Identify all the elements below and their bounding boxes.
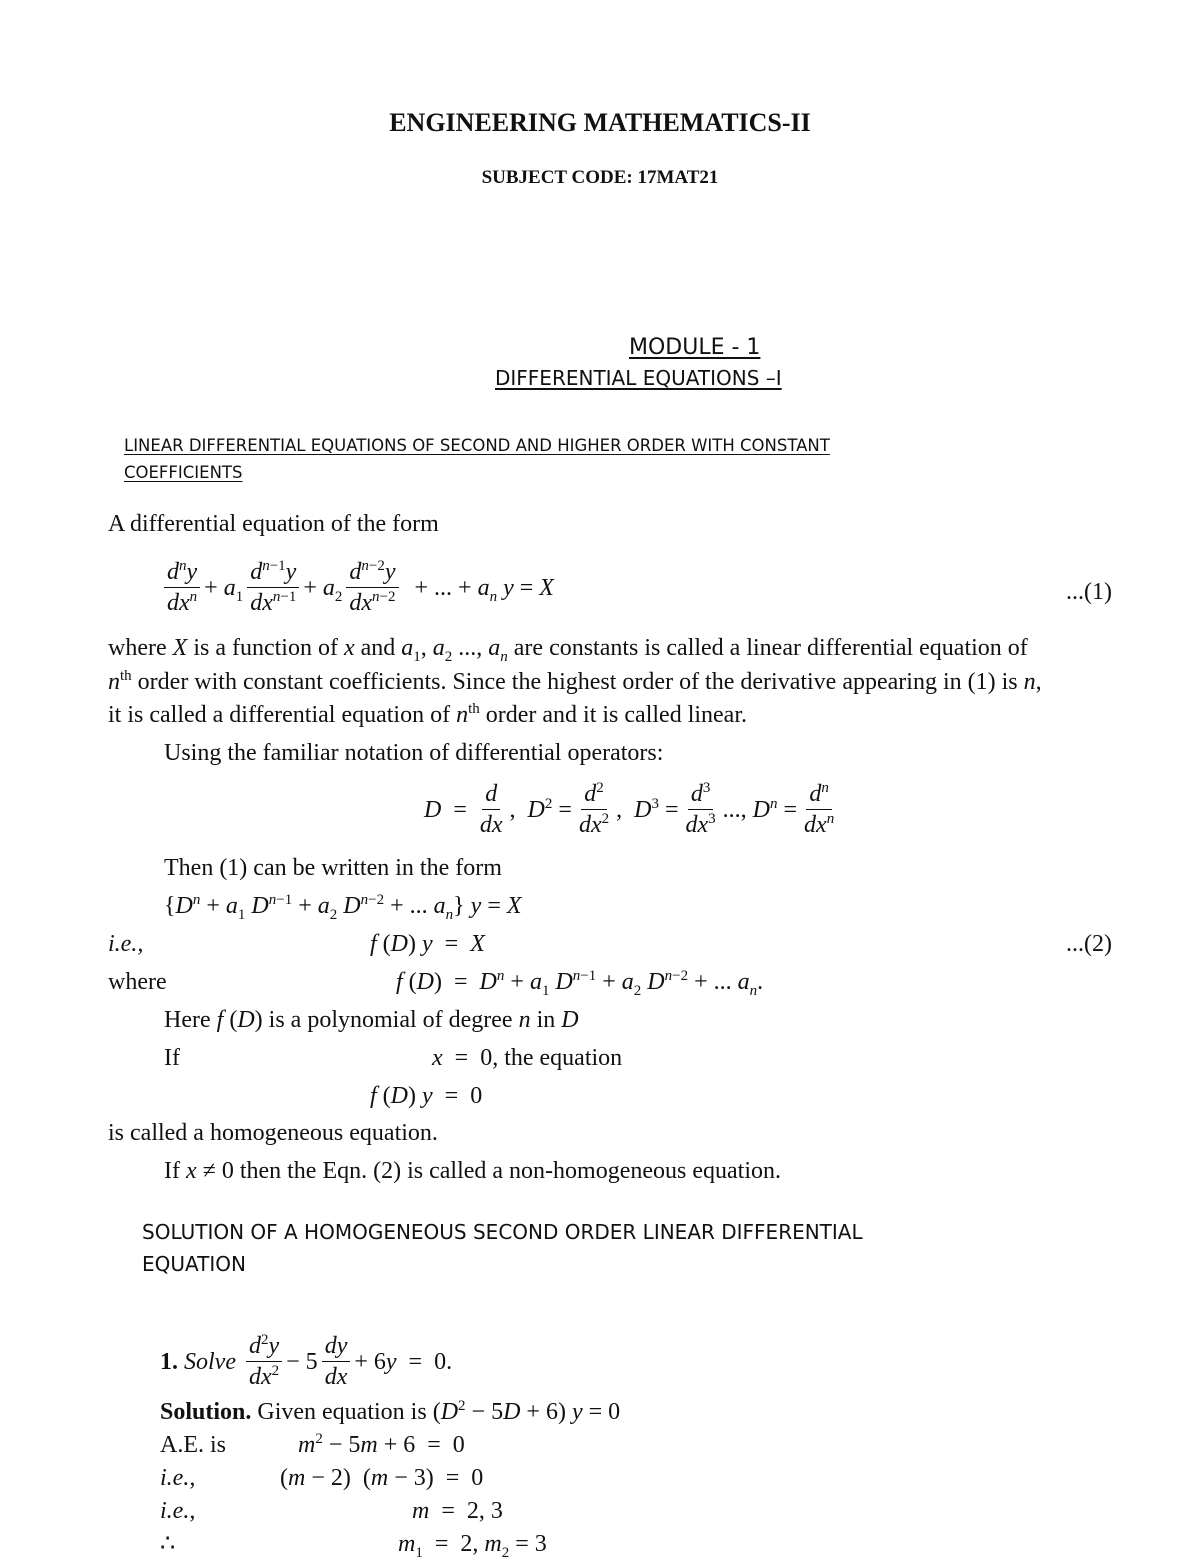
ae-label: A.E. is [160, 1432, 226, 1458]
ie-label: i.e., [108, 931, 144, 957]
fD-definition: f $(D) = D^n + a_1$ $D^{n-1} + a_2$ $D^{n-2}$ + ... $a_n$. [396, 968, 764, 999]
roots-line: m = 2, 3 [412, 1498, 503, 1524]
module-subtitle: DIFFERENTIAL EQUATIONS –I [495, 366, 782, 390]
homogeneous-equation: f (D) y = 0 [370, 1083, 483, 1109]
section2-heading-line2: EQUATION [142, 1252, 246, 1276]
then-text: Then (1) can be written in the form [164, 855, 502, 881]
document-title: ENGINEERING MATHEMATICS-II [389, 108, 811, 137]
nonhomogeneous-text: If x ≠ 0 then the Eqn. (2) is called a non-homogeneous equation. [164, 1158, 781, 1184]
equation-1: $\frac{d^ny}{dx^n}$ + $a_1$ $\frac{d^{n-1}y}{dx^{n-1}}$ + $a_2$ $\frac{d^{n-2}y}{dx^{n-2}}$ + ... + $a_n$ y = X [160, 558, 554, 617]
equation-1-tag: ...(1) [1066, 579, 1112, 605]
operators-intro: Using the familiar notation of differential operators: [164, 740, 664, 766]
homogeneous-text: is called a homogeneous equation. [108, 1120, 438, 1146]
operator-definitions: D = $\frac{d}{dx}$ , $D^2$ = $\frac{d^2}{dx^2}$ , $D^3$ = $\frac{d^3}{dx^3}$ ..., $D^n$ = $\frac{d^n}{dx^n}$ [424, 780, 835, 838]
intro-text: A differential equation of the form [108, 511, 439, 537]
problem-1: 1. Solve $\frac{d^2y}{dx^2}$ − 5 $\frac{dy}{dx}$ + 6y = 0. [160, 1332, 453, 1390]
definition-line2: $n^{th}$ order with constant coefficients. Since the highest order of the derivative appearing in (1) is n, [108, 668, 1042, 695]
definition-line3: it is called a differential equation of $n^{th}$ order and it is called linear. [108, 701, 747, 728]
section-heading-line1: LINEAR DIFFERENTIAL EQUATIONS OF SECOND AND HIGHER ORDER WITH CONSTANT [124, 436, 830, 455]
factored-equation: (m − 2) (m − 3) = 0 [280, 1465, 484, 1491]
solution-line: Solution. Given equation is $(D^2 - 5D + 6) y = 0$ [160, 1398, 621, 1425]
if-label: If [164, 1045, 180, 1071]
subject-code: SUBJECT CODE: 17MAT21 [481, 167, 719, 188]
polynomial-note: Here f (D) is a polynomial of degree n in D [164, 1007, 579, 1033]
roots-assignment: $m_1 = 2$, $m_2 = 3$ [398, 1531, 547, 1561]
equation-2-tag: ...(2) [1066, 931, 1112, 957]
operator-form: {$D^n + a_1$ $D^{n-1} + a_2$ $D^{n-2}$ + ... $a_n$} y = X [164, 892, 522, 923]
section2-heading-line1: SOLUTION OF A HOMOGENEOUS SECOND ORDER LINEAR DIFFERENTIAL [142, 1220, 863, 1244]
ie-label-2: i.e., [160, 1465, 196, 1491]
therefore-symbol: ∴ [160, 1531, 176, 1557]
auxiliary-equation: $m^2 - 5m + 6 = 0$ [298, 1431, 465, 1458]
module-label: MODULE - 1 [629, 335, 761, 360]
section-heading-line2: COEFFICIENTS [124, 463, 243, 482]
definition-line1: where X is a function of x and $a_1$, $a_2$ ..., $a_n$ are constants is called a linear differential equation of [108, 635, 1028, 665]
ie-label-3: i.e., [160, 1498, 196, 1524]
where-label: where [108, 969, 167, 995]
if-condition: x = 0, the equation [432, 1045, 623, 1071]
equation-2: f (D) y = X [370, 931, 485, 957]
